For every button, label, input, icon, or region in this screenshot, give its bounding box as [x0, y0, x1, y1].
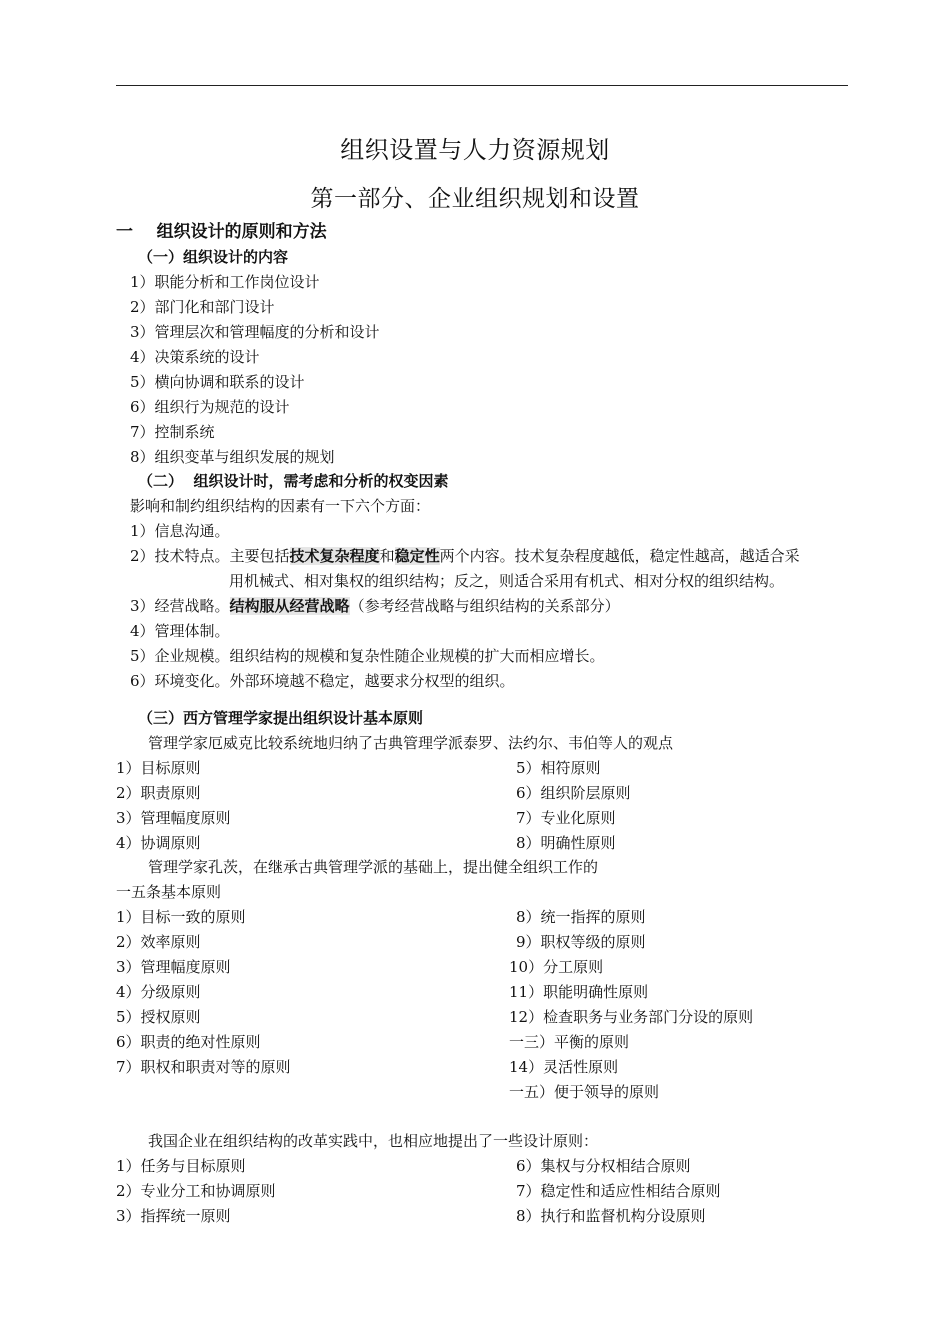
part-title: 第一部分、企业组织规划和设置 [310, 186, 640, 212]
list-item: 6）职责的绝对性原则 [116, 1033, 261, 1051]
list-item: 7）专业化原则 [516, 809, 616, 827]
list-item: 7）职权和职责对等的原则 [116, 1058, 291, 1076]
list-item: 5）相符原则 [516, 759, 601, 777]
contingency-intro: 影响和制约组织结构的因素有一下六个方面： [130, 497, 431, 515]
list-item: 8）执行和监督机构分设原则 [516, 1207, 706, 1225]
china-principles-right [516, 1156, 721, 1231]
list-item: 1）任务与目标原则 [116, 1157, 246, 1175]
list-item: 1）目标一致的原则 [116, 908, 246, 926]
list-item: 5）授权原则 [116, 1008, 201, 1026]
list-item: 9）职权等级的原则 [516, 933, 646, 951]
section-heading: 一 组织设计的原则和方法 [116, 222, 327, 242]
list-item: 2）效率原则 [116, 933, 201, 951]
list-item: 4）分级原则 [116, 983, 201, 1001]
china-intro: 我国企业在组织结构的改革实践中，也相应地提出了一些设计原则： [148, 1132, 599, 1150]
list-item: 8）统一指挥的原则 [516, 908, 646, 926]
text-segment: 和 [379, 547, 395, 565]
list-item: 6）组织阶层原则 [516, 784, 631, 802]
text-segment: 2）技术特点。主要包括 [130, 547, 290, 565]
factor-item-technology-continued: 用机械式、相对集权的组织结构；反之，则适合采用有机式、相对分权的组织结构。 [229, 572, 785, 590]
list-item: 1）职能分析和工作岗位设计 [130, 273, 320, 291]
koontz-principles-left [116, 907, 291, 1082]
list-item: 8）明确性原则 [516, 834, 616, 852]
list-item: 2）部门化和部门设计 [130, 298, 275, 316]
factor-item-strategy [130, 596, 620, 616]
design-content-list [130, 272, 380, 472]
factor-item: 1）信息沟通。 [130, 522, 230, 540]
text-segment: （参考经营战略与组织结构的关系部分） [349, 597, 620, 615]
text-segment: 两个内容。技术复杂程度越低，稳定性越高，越适合采 [439, 547, 800, 565]
factor-item: 6）环境变化。外部环境越不稳定，越要求分权型的组织。 [130, 672, 515, 690]
list-item: 8）组织变革与组织发展的规划 [130, 448, 335, 466]
document-title: 组织设置与人力资源规划 [340, 136, 610, 164]
list-item: 5）横向协调和联系的设计 [130, 373, 305, 391]
list-item: 一五）便于领导的原则 [509, 1083, 660, 1101]
list-item: 一三）平衡的原则 [509, 1033, 630, 1051]
list-item: 4）决策系统的设计 [130, 348, 260, 366]
list-item: 6）组织行为规范的设计 [130, 398, 290, 416]
china-principles-left [116, 1156, 276, 1231]
list-item: 3）管理层次和管理幅度的分析和设计 [130, 323, 380, 341]
header-rule [116, 85, 848, 86]
subsection-heading-1: （一）组织设计的内容 [138, 248, 289, 266]
factor-item: 4）管理体制。 [130, 622, 230, 640]
list-item: 3）管理幅度原则 [116, 809, 231, 827]
urwick-principles-left [116, 758, 231, 858]
subsection-heading-2: （二） 组织设计时，需考虑和分析的权变因素 [138, 472, 449, 490]
text-segment: 3）经营战略。 [130, 597, 230, 615]
list-item: 14）灵活性原则 [509, 1058, 619, 1076]
list-item: 7）稳定性和适应性相结合原则 [516, 1182, 721, 1200]
factor-item: 5）企业规模。组织结构的规模和复杂性随企业规模的扩大而相应增长。 [130, 647, 605, 665]
list-item: 2）专业分工和协调原则 [116, 1182, 276, 1200]
list-item: 2）职责原则 [116, 784, 201, 802]
urwick-intro: 管理学家厄威克比较系统地归纳了古典管理学派泰罗、法约尔、韦伯等人的观点 [148, 734, 674, 752]
list-item: 3）指挥统一原则 [116, 1207, 231, 1225]
koontz-intro-continued: 一五条基本原则 [116, 883, 222, 901]
list-item: 6）集权与分权相结合原则 [516, 1157, 691, 1175]
list-item: 4）协调原则 [116, 834, 201, 852]
list-item: 12）检查职务与业务部门分设的原则 [509, 1008, 754, 1026]
list-item: 7）控制系统 [130, 423, 215, 441]
highlight-term: 技术复杂程度 [289, 547, 380, 565]
list-item: 1）目标原则 [116, 759, 201, 777]
subsection-heading-3: （三）西方管理学家提出组织设计基本原则 [138, 709, 424, 727]
factor-item-technology [130, 546, 800, 566]
list-item: 11）职能明确性原则 [509, 983, 649, 1001]
highlight-term: 稳定性 [394, 547, 440, 565]
koontz-principles-right [509, 907, 753, 1107]
list-item: 10）分工原则 [509, 958, 604, 976]
list-item: 3）管理幅度原则 [116, 958, 231, 976]
koontz-intro: 管理学家孔茨，在继承古典管理学派的基础上，提出健全组织工作的 [148, 858, 599, 876]
urwick-principles-right [516, 758, 631, 858]
highlight-term: 结构服从经营战略 [229, 597, 350, 615]
